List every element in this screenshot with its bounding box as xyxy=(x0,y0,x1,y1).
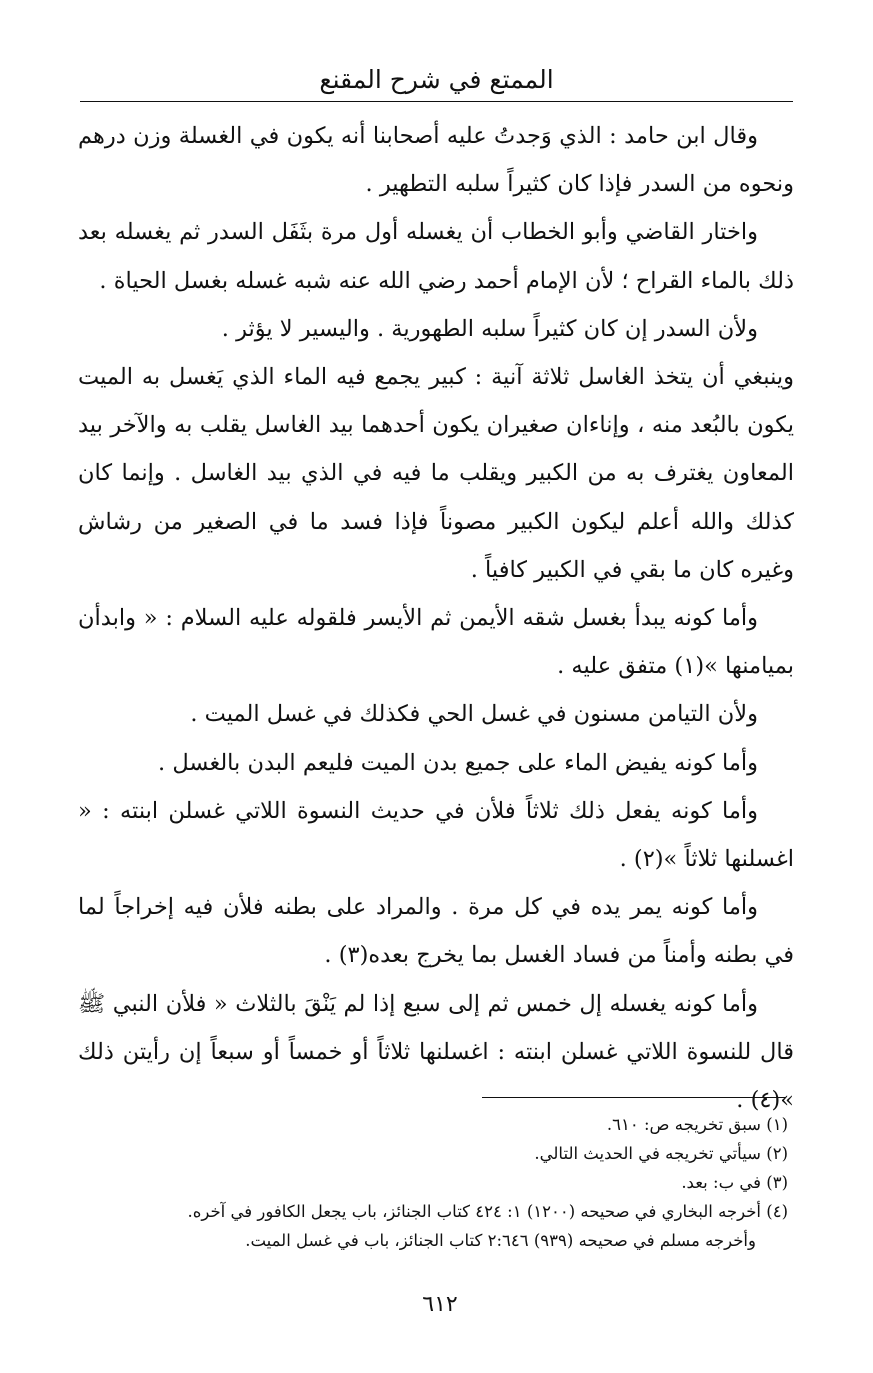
paragraph: واختار القاضي وأبو الخطاب أن يغسله أول مرة بثَفَل السدر ثم يغسله بعد ذلك بالماء القراح ؛ لأن الإمام أحمد رضي الله عنه شبه غسله بغسل الحياة . xyxy=(78,219,794,294)
footnote: (٣) في ب: بعد. xyxy=(681,1173,788,1192)
footnote-rule xyxy=(482,1097,786,1098)
paragraph: وأما كونه يفعل ذلك ثلاثاً فلأن في حديث النسوة اللاتي غسلن ابنته : « اغسلنها ثلاثاً »(٢) . xyxy=(78,797,794,873)
footnote: (٢) سيأتي تخريجه في الحديث التالي. xyxy=(534,1144,788,1163)
footnote: (١) سبق تخريجه ص: ٦١٠. xyxy=(606,1115,788,1134)
paragraph: وقال ابن حامد : الذي وَجدتُ عليه أصحابنا أنه يكون في الغسلة وزن درهم ونحوه من السدر فإذا كان كثيراً سلبه التطهير . xyxy=(78,123,794,198)
page-number: ٦١٢ xyxy=(422,1292,458,1317)
paragraph: وأما كونه يبدأ بغسل شقه الأيمن ثم الأيسر فلقوله عليه السلام : « وابدأن بميامنها »(١) متفق عليه . xyxy=(78,605,794,680)
footnotes xyxy=(120,1110,788,1255)
running-header: الممتع في شرح المقنع xyxy=(319,65,554,94)
main-text xyxy=(78,112,794,1124)
paragraph: وأما كونه يمر يده في كل مرة . والمراد على بطنه فلأن فيه إخراجاً لما في بطنه وأمناً من فساد الغسل بما يخرج بعده(٣) . xyxy=(78,894,794,969)
paragraph: وأما كونه يغسله إل خمس ثم إلى سبع إذا لم يَنْقَ بالثلاث « فلأن النبي ﷺ قال للنسوة اللاتي غسلن ابنته : اغسلنها ثلاثاً أو خمساً أو سبعاً إن رأيتن ذلك »(٤) . xyxy=(78,990,794,1114)
paragraph: وينبغي أن يتخذ الغاسل ثلاثة آنية : كبير يجمع فيه الماء الذي يَغسل به الميت يكون بالبُعد منه ، وإناءان صغيران يكون أحدهما بيد الغاسل يقلب به والآخر بيد المعاون يغترف به من الكبير ويقلب ما فيه في الذي بيد الغاسل . وإنما كان كذلك والله أعلم ليكون الكبير مصوناً فإذا فسد ما في الصغير من رشاش وغيره كان ما بقي في الكبير كافياً . xyxy=(78,364,794,583)
paragraph: ولأن التيامن مسنون في غسل الحي فكذلك في غسل الميت . xyxy=(190,701,758,728)
paragraph: وأما كونه يفيض الماء على جميع بدن الميت فليعم البدن بالغسل . xyxy=(158,749,758,776)
footnote: (٤) أخرجه البخاري في صحيحه (١٢٠٠) ١: ٤٢٤ كتاب الجنائز، باب يجعل الكافور في آخره. xyxy=(187,1202,788,1221)
footnote-continuation: وأخرجه مسلم في صحيحه (٩٣٩) ٢:٦٤٦ كتاب الجنائز، باب في غسل الميت. xyxy=(245,1231,756,1250)
header-rule xyxy=(80,101,793,102)
paragraph: ولأن السدر إن كان كثيراً سلبه الطهورية . واليسير لا يؤثر . xyxy=(221,315,758,342)
